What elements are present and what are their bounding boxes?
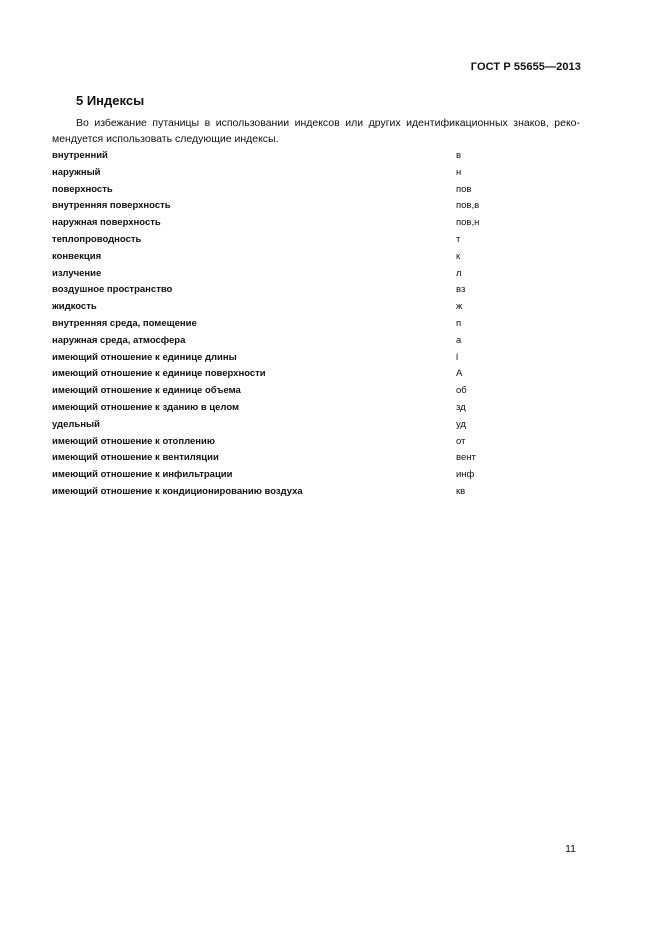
index-row <box>52 148 532 165</box>
index-term: жидкость <box>52 301 97 313</box>
index-row <box>52 165 532 182</box>
index-code: пов <box>456 183 472 195</box>
index-code: об <box>456 385 467 397</box>
index-term: излучение <box>52 267 102 279</box>
index-row <box>52 467 532 484</box>
intro-paragraph <box>52 115 580 147</box>
index-term: имеющий отношение к вентиляции <box>52 452 219 464</box>
index-row <box>52 182 532 199</box>
index-code: п <box>456 317 462 329</box>
intro-line-1: Во избежание путаницы в использовании индексов или других идентификационных знаков, реко- <box>76 117 580 129</box>
index-code: л <box>456 267 462 279</box>
index-row <box>52 350 532 367</box>
index-term: имеющий отношение к инфильтрации <box>52 469 233 481</box>
index-row <box>52 333 532 350</box>
index-code: вент <box>456 452 476 464</box>
index-code: зд <box>456 401 466 413</box>
index-code: от <box>456 435 466 447</box>
index-code: к <box>456 250 461 262</box>
index-term: наружная поверхность <box>52 217 161 229</box>
index-row <box>52 266 532 283</box>
index-code: инф <box>456 469 475 481</box>
index-code: уд <box>456 418 466 430</box>
index-term: удельный <box>52 418 100 430</box>
index-code: н <box>456 166 462 178</box>
index-row <box>52 417 532 434</box>
index-row <box>52 232 532 249</box>
index-term: имеющий отношение к кондиционированию воздуха <box>52 485 303 497</box>
index-code: ж <box>456 301 463 313</box>
index-code: в <box>456 150 462 161</box>
index-row <box>52 366 532 383</box>
index-code: l <box>456 351 459 363</box>
index-term: поверхность <box>52 183 113 195</box>
index-term: воздушное пространство <box>52 284 173 296</box>
index-code: А <box>456 368 463 380</box>
index-code: пов,н <box>456 217 480 229</box>
section-title: 5 Индексы <box>76 93 145 108</box>
index-term: теплопроводность <box>52 233 142 245</box>
index-row <box>52 316 532 333</box>
index-row <box>52 215 532 232</box>
index-code: вз <box>456 284 466 296</box>
index-term: внутренний <box>52 150 108 161</box>
index-code: кв <box>456 485 466 497</box>
index-term: наружный <box>52 166 101 178</box>
index-term: наружная среда, атмосфера <box>52 334 186 346</box>
index-row <box>52 450 532 467</box>
index-row <box>52 484 532 501</box>
intro-line-2: мендуется использовать следующие индексы. <box>52 133 279 145</box>
index-row <box>52 299 532 316</box>
standard-code: ГОСТ Р 55655—2013 <box>470 61 581 73</box>
index-term: внутренняя среда, помещение <box>52 317 197 329</box>
indices-list <box>52 148 532 501</box>
index-row <box>52 400 532 417</box>
index-row <box>52 282 532 299</box>
index-row <box>52 249 532 266</box>
index-term: имеющий отношение к единице объема <box>52 385 241 397</box>
index-code: пов,в <box>456 200 480 212</box>
index-code: а <box>456 334 462 346</box>
page-number: 11 <box>565 843 576 855</box>
index-term: имеющий отношение к единице поверхности <box>52 368 266 380</box>
index-row <box>52 383 532 400</box>
index-term: имеющий отношение к отоплению <box>52 435 215 447</box>
index-row <box>52 198 532 215</box>
index-term: внутренняя поверхность <box>52 200 171 212</box>
index-row <box>52 434 532 451</box>
index-term: имеющий отношение к зданию в целом <box>52 401 240 413</box>
index-term: конвекция <box>52 250 102 262</box>
index-term: имеющий отношение к единице длины <box>52 351 237 363</box>
index-code: т <box>456 233 461 245</box>
